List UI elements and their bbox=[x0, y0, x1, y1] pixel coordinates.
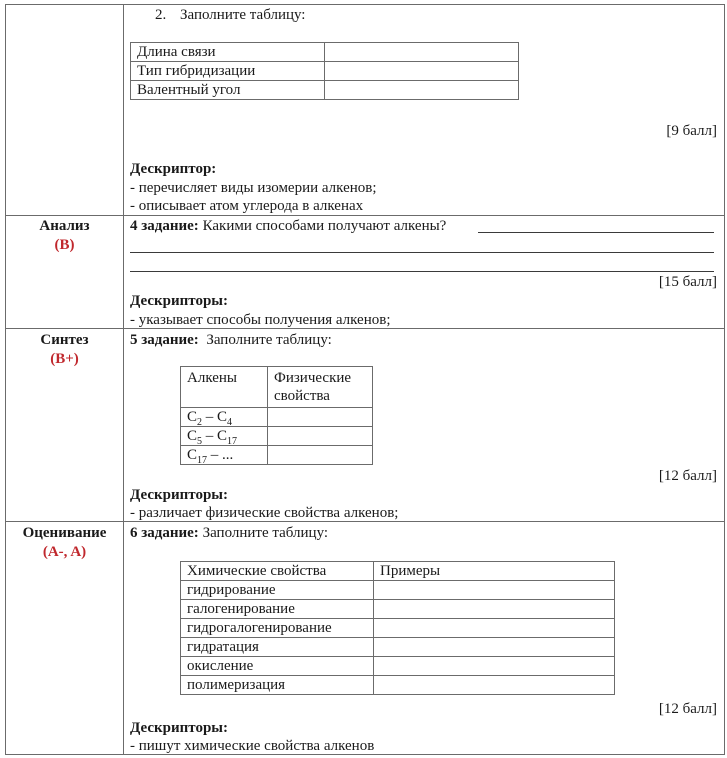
table-row bbox=[181, 408, 373, 427]
task-6-line bbox=[130, 524, 328, 542]
table-cell-answer[interactable] bbox=[268, 408, 373, 427]
task-2-descriptor-2: - описывает атом углерода в алкенах bbox=[130, 198, 364, 214]
property-hydrohalogenation: гидрогалогенирование bbox=[181, 619, 374, 638]
table-cell-answer[interactable] bbox=[374, 657, 615, 676]
level-name-analysis: Анализ bbox=[39, 218, 90, 234]
chemical-properties-table bbox=[180, 561, 615, 695]
level-grade-analysis: (B) bbox=[54, 237, 75, 253]
alkene-range-c2-c4: $C_2 - C_4$ bbox=[181, 408, 268, 427]
level-grade-synthesis: (B+) bbox=[50, 351, 79, 367]
task-2-descriptor-title: Дескриптор: bbox=[130, 161, 217, 177]
table-cell-answer[interactable] bbox=[325, 62, 519, 81]
table-cell-label: Тип гибридизации bbox=[131, 62, 325, 81]
level-grade-evaluation: (A-, A) bbox=[42, 544, 87, 560]
table-row bbox=[131, 81, 519, 100]
column-divider bbox=[123, 4, 124, 755]
task-5-score: [12 балл] bbox=[658, 468, 717, 484]
task-2-number: 2. bbox=[155, 7, 167, 23]
task-2-descriptor-1: - перечисляет виды изомерии алкенов; bbox=[130, 180, 377, 196]
table-cell-answer[interactable] bbox=[374, 581, 615, 600]
table-row bbox=[131, 43, 519, 62]
outer-border-left bbox=[5, 4, 6, 755]
task-5-descriptor-title: Дескрипторы: bbox=[130, 487, 228, 503]
table-cell-label: Длина связи bbox=[131, 43, 325, 62]
table-row bbox=[181, 657, 615, 676]
task-4-label: 4 задание: bbox=[130, 218, 199, 234]
table-row bbox=[181, 581, 615, 600]
answer-line-1[interactable] bbox=[478, 232, 714, 233]
bond-properties-table bbox=[130, 42, 519, 100]
alkene-range-c17-plus: $C_{17}$ – ... bbox=[181, 446, 268, 465]
table-header-chemical: Химические свойства bbox=[181, 562, 374, 581]
answer-line-3[interactable] bbox=[130, 271, 714, 272]
table-header-alkenes: Алкены bbox=[181, 367, 268, 408]
task-4-score: [15 балл] bbox=[658, 274, 717, 290]
table-row bbox=[181, 600, 615, 619]
level-name-evaluation: Оценивание bbox=[22, 525, 107, 541]
task-6-descriptor-title: Дескрипторы: bbox=[130, 720, 228, 736]
header-physical-line-2: свойства bbox=[274, 388, 330, 404]
task-4-descriptor-title: Дескрипторы: bbox=[130, 293, 228, 309]
task-4-question-line bbox=[130, 217, 446, 235]
table-row bbox=[181, 427, 373, 446]
table-cell-answer[interactable] bbox=[374, 676, 615, 695]
level-name-synthesis: Синтез bbox=[40, 332, 89, 348]
task-6-descriptor-1: - пишут химические свойства алкенов bbox=[130, 738, 375, 754]
task-5-label: 5 задание: bbox=[130, 332, 199, 348]
row-divider-1 bbox=[5, 215, 725, 216]
table-header-row bbox=[181, 367, 373, 408]
property-hydration: гидратация bbox=[181, 638, 374, 657]
table-cell-answer[interactable] bbox=[374, 619, 615, 638]
table-row bbox=[181, 638, 615, 657]
table-cell-answer[interactable] bbox=[374, 600, 615, 619]
task-4-descriptor-1: - указывает способы получения алкенов; bbox=[130, 312, 391, 328]
table-cell-label: Валентный угол bbox=[131, 81, 325, 100]
task-5-descriptor-1: - различает физические свойства алкенов; bbox=[130, 505, 399, 521]
table-cell-answer[interactable] bbox=[268, 446, 373, 465]
task-6-label: 6 задание: bbox=[130, 525, 199, 541]
table-row bbox=[131, 62, 519, 81]
table-cell-answer[interactable] bbox=[374, 638, 615, 657]
table-header-row bbox=[181, 562, 615, 581]
property-polymerization: полимеризация bbox=[181, 676, 374, 695]
header-physical-line-1: Физические bbox=[274, 370, 352, 386]
outer-border-right bbox=[724, 4, 725, 755]
table-row bbox=[181, 446, 373, 465]
answer-line-2[interactable] bbox=[130, 252, 714, 253]
alkenes-physical-table bbox=[180, 366, 373, 465]
task-4-question: Какими способами получают алкены? bbox=[202, 218, 447, 234]
task-5-instruction: Заполните таблицу: bbox=[206, 332, 332, 348]
table-cell-answer[interactable] bbox=[268, 427, 373, 446]
alkene-range-c5-c17: $C_5 - C_{17}$ bbox=[181, 427, 268, 446]
task-6-instruction: Заполните таблицу: bbox=[202, 525, 329, 541]
task-6-score: [12 балл] bbox=[658, 701, 717, 717]
property-halogenation: галогенирование bbox=[181, 600, 374, 619]
property-oxidation: окисление bbox=[181, 657, 374, 676]
table-header-physical bbox=[268, 367, 373, 408]
table-row bbox=[181, 676, 615, 695]
table-cell-answer[interactable] bbox=[325, 43, 519, 62]
task-5-line bbox=[130, 331, 332, 349]
outer-border-top bbox=[5, 4, 725, 5]
task-2-instruction: Заполните таблицу: bbox=[180, 7, 306, 23]
property-hydrogenation: гидрирование bbox=[181, 581, 374, 600]
table-row bbox=[181, 619, 615, 638]
task-2-score: [9 балл] bbox=[666, 123, 717, 139]
table-cell-answer[interactable] bbox=[325, 81, 519, 100]
table-header-examples: Примеры bbox=[374, 562, 615, 581]
